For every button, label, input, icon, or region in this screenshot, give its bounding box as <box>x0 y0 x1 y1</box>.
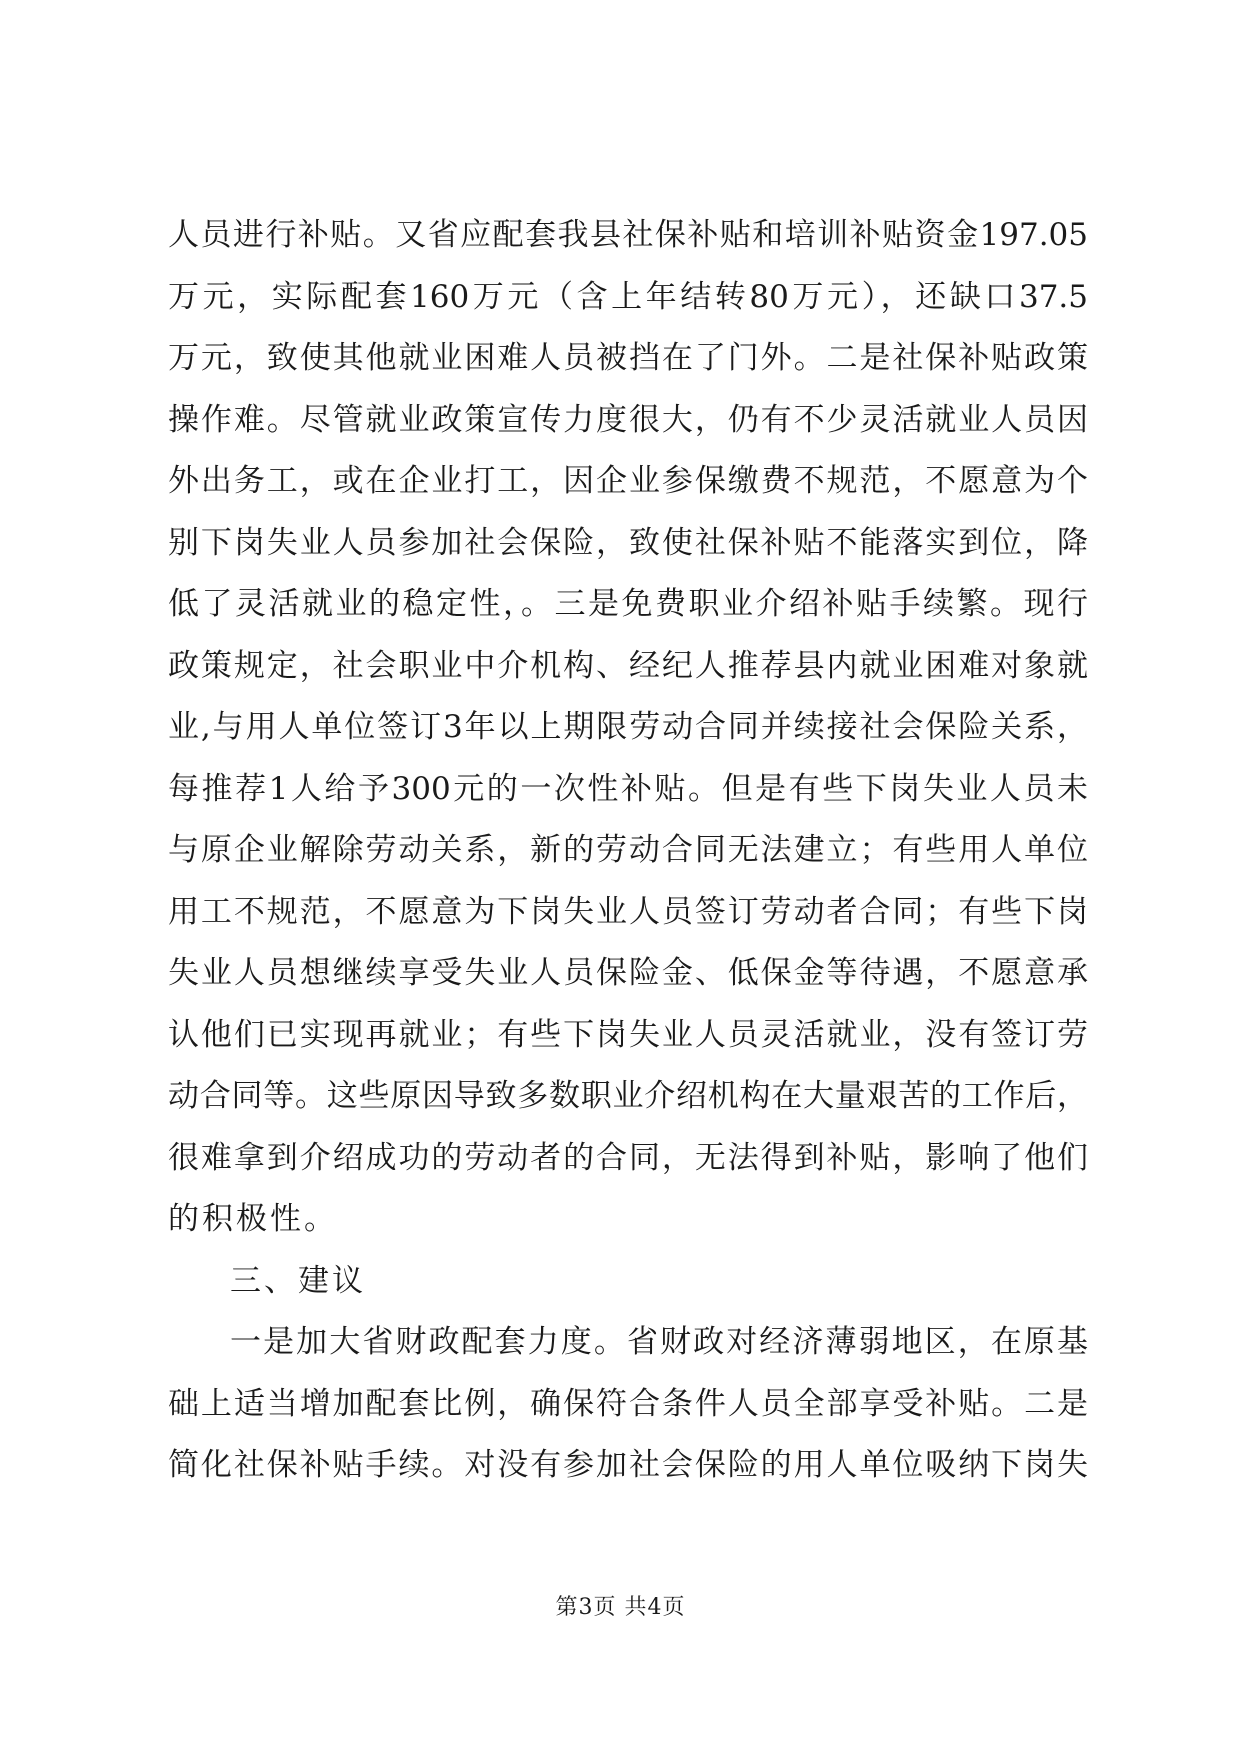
text-line: 很难拿到介绍成功的劳动者的合同，无法得到补贴，影响了他们 <box>168 1139 1088 1176</box>
text-line: 万元，实际配套160万元（含上年结转80万元），还缺口37.5 <box>168 278 1088 315</box>
text-line: 每推荐1人给予300元的一次性补贴。但是有些下岗失业人员未 <box>168 770 1088 807</box>
text-line: 政策规定，社会职业中介机构、经纪人推荐县内就业困难对象就 <box>168 647 1088 684</box>
text-line: 简化社保补贴手续。对没有参加社会保险的用人单位吸纳下岗失 <box>168 1447 1088 1483</box>
text-line: 人员进行补贴。又省应配套我县社保补贴和培训补贴资金197.05 <box>168 217 1088 253</box>
text-line: 业,与用人单位签订3年以上期限劳动合同并续接社会保险关系， <box>168 709 1088 745</box>
text-line: 与原企业解除劳动关系，新的劳动合同无法建立；有些用人单位 <box>168 832 1088 868</box>
text-line: 础上适当增加配套比例，确保符合条件人员全部享受补贴。二是 <box>168 1385 1088 1422</box>
text-line: 操作难。尽管就业政策宣传力度很大，仍有不少灵活就业人员因 <box>168 401 1088 438</box>
text-line: 外出务工，或在企业打工，因企业参保缴费不规范，不愿意为个 <box>168 463 1088 499</box>
document-body <box>168 205 1088 1497</box>
section-heading: 三、建议 <box>230 1262 366 1299</box>
text-line: 一是加大省财政配套力度。省财政对经济薄弱地区，在原基 <box>230 1324 1088 1360</box>
text-line: 别下岗失业人员参加社会保险，致使社保补贴不能落实到位，降 <box>168 524 1088 561</box>
text-line: 认他们已实现再就业；有些下岗失业人员灵活就业，没有签订劳 <box>168 1016 1088 1053</box>
text-line: 失业人员想继续享受失业人员保险金、低保金等待遇，不愿意承 <box>168 955 1088 991</box>
page-number: 第3页 共4页 <box>555 1595 686 1620</box>
paragraph-end-line: 的积极性。 <box>168 1201 338 1237</box>
text-line: 用工不规范，不愿意为下岗失业人员签订劳动者合同；有些下岗 <box>168 893 1088 930</box>
text-line: 低了灵活就业的稳定性，。三是免费职业介绍补贴手续繁。现行 <box>168 586 1088 622</box>
text-line: 万元，致使其他就业困难人员被挡在了门外。二是社保补贴政策 <box>168 340 1088 376</box>
text-line: 动合同等。这些原因导致多数职业介绍机构在大量艰苦的工作后， <box>168 1078 1088 1114</box>
